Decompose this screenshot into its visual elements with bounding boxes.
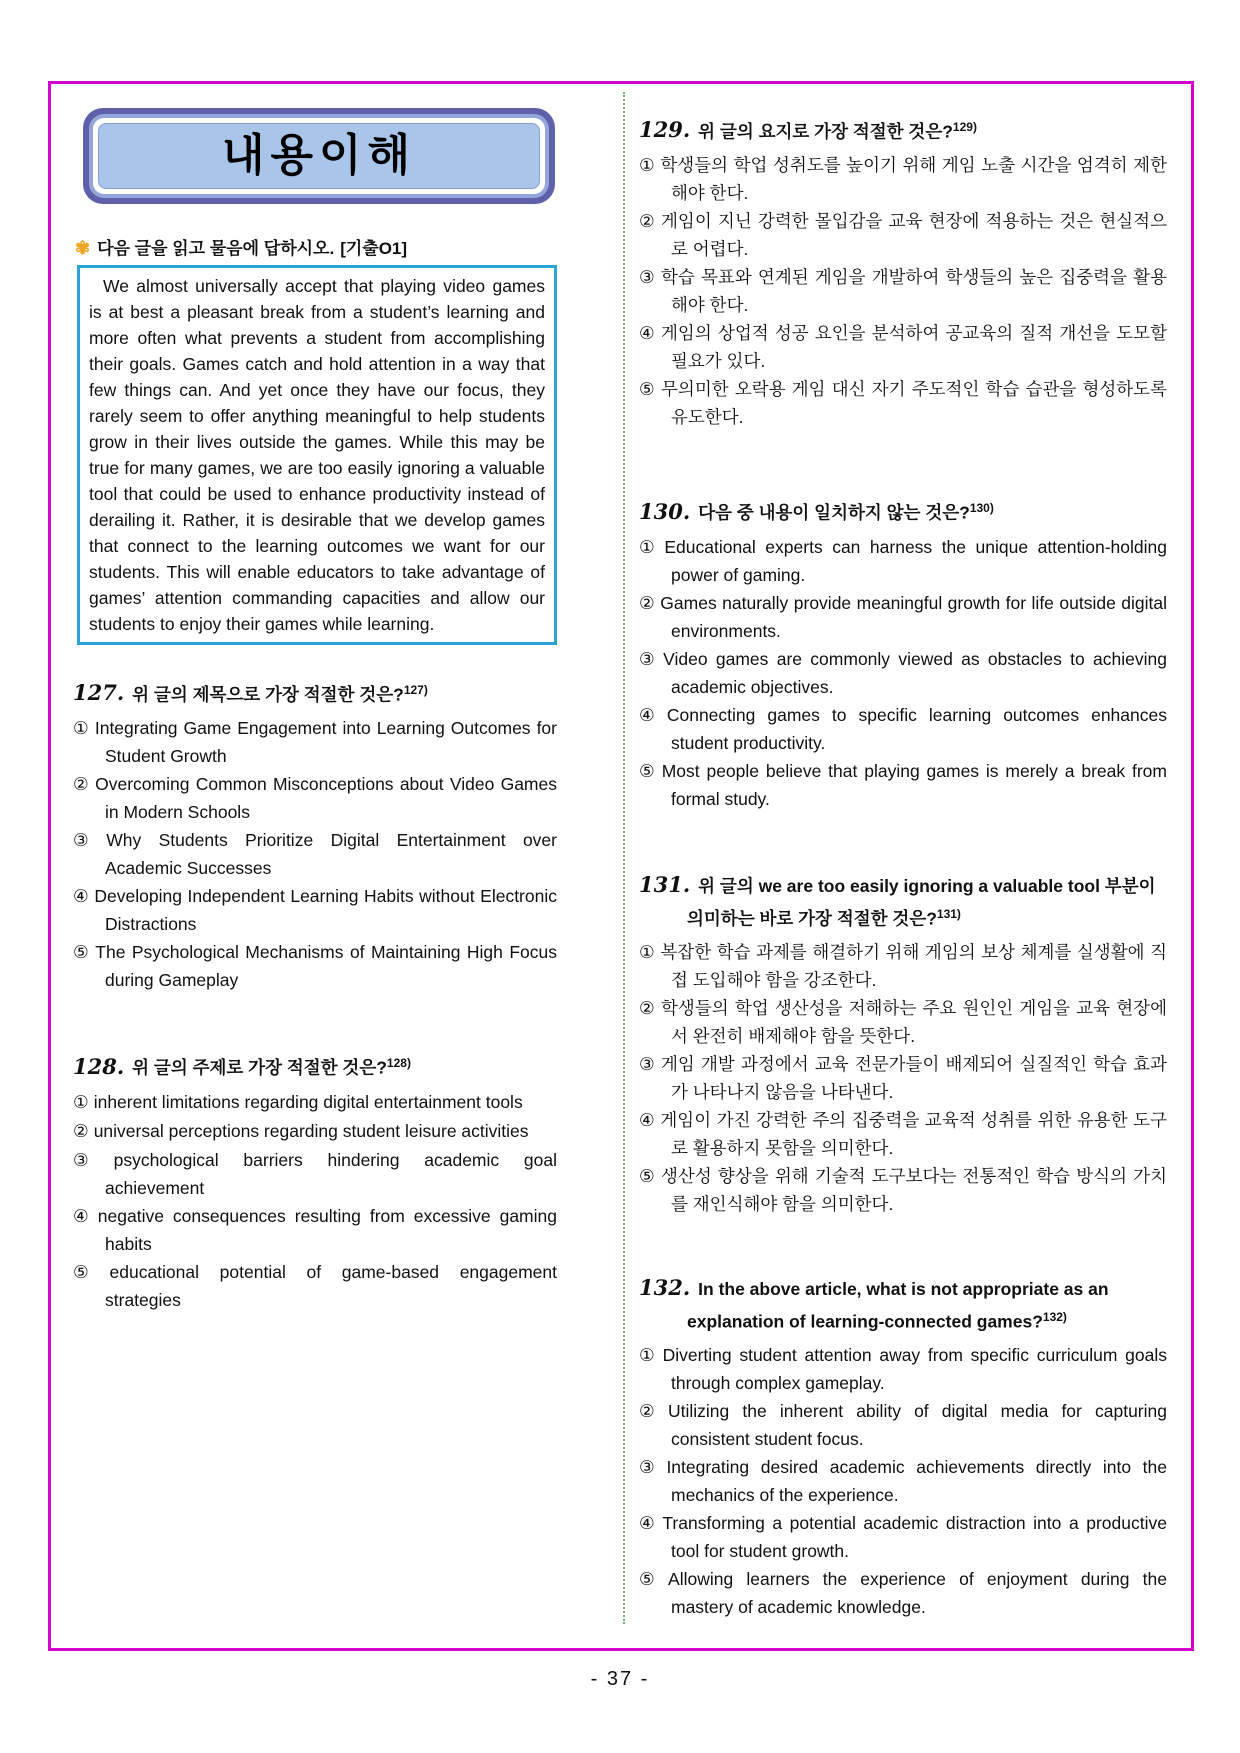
question-131 [639,871,1167,1218]
question-prompt: In the above article, what is not appropriate as an explanation of learning-connected games? [687,1278,1109,1332]
option-text: The Psychological Mechanisms of Maintaining High Focus during Gameplay [95,942,557,991]
option-marker: ① [73,1092,89,1113]
option-2 [639,1398,1167,1453]
option-text: Transforming a potential academic distraction into a productive tool for student growth. [662,1513,1167,1562]
option-text: 게임 개발 과정에서 교육 전문가들이 배제되어 실질적인 학습 효과가 나타나지 않음을 나타낸다. [661,1053,1167,1102]
option-marker: ⑤ [73,943,91,964]
option-1 [639,939,1167,994]
question-number: 130. [639,498,691,524]
option-marker: ⑤ [639,380,657,401]
question-header [639,1274,1167,1336]
question-132 [639,1274,1167,1621]
flower-icon: ✾ [75,238,91,258]
option-marker: ③ [639,1054,657,1075]
question-number: 128. [73,1053,125,1079]
footnote-ref: 130) [969,501,994,516]
option-text: Games naturally provide meaningful growth for life outside digital environments. [660,592,1167,641]
option-5 [73,939,557,994]
footnote-ref: 131) [936,906,961,921]
option-5 [639,376,1167,431]
page-border-frame [48,81,1194,1651]
option-3 [639,646,1167,701]
footnote-ref: 127) [403,683,428,697]
option-marker: ① [639,1346,658,1367]
option-marker: ② [639,1402,663,1423]
question-130 [639,495,1167,812]
footnote-ref: 132) [1042,1309,1067,1324]
source-tag: [기출O1] [340,239,408,258]
option-marker: ② [73,1121,89,1142]
option-marker: ② [639,593,656,614]
option-text: 복잡한 학습 과제를 해결하기 위해 게임의 보상 체계를 실생활에 직접 도입해야 함을 강조한다. [660,941,1167,990]
title-banner [83,108,555,204]
option-2 [73,771,557,826]
option-3 [73,827,557,882]
option-text: Most people believe that playing games is merely a break from formal study. [661,760,1167,809]
option-marker: ⑤ [73,1262,105,1283]
question-prompt: 위 글의 we are too easily ignoring a valuable tool 부분이 의미하는 바로 가장 적절한 것은? [687,875,1156,928]
column-divider [623,92,625,1624]
option-marker: ② [639,998,657,1019]
option-4 [639,702,1167,757]
option-text: universal perceptions regarding student leisure activities [93,1120,529,1141]
option-3 [639,1454,1167,1509]
question-127 [73,677,557,994]
option-4 [73,883,557,938]
option-text: 학생들의 학업 생산성을 저해하는 주요 원인인 게임을 교육 현장에서 완전히 배제해야 함을 뜻한다. [661,997,1167,1046]
question-header [639,114,1167,146]
footnote-ref: 128) [386,1056,411,1071]
page-title: 내용이해 [221,131,416,180]
question-header [73,677,557,709]
option-4 [639,320,1167,375]
option-marker: ⑤ [639,1570,664,1591]
option-1 [639,1342,1167,1397]
option-text: 게임이 가진 강력한 주의 집중력을 교육적 성취를 위한 유용한 도구로 활용하지 못함을 의미한다. [660,1109,1167,1158]
option-2 [639,995,1167,1050]
option-marker: ③ [73,1150,109,1171]
footnote-ref: 129) [952,120,977,134]
option-text: inherent limitations regarding digital entertainment tools [93,1091,523,1112]
question-128 [73,1050,557,1313]
option-text: Utilizing the inherent ability of digital media for capturing consistent student focus. [667,1401,1167,1450]
option-1 [639,534,1167,589]
option-marker: ④ [639,1110,656,1131]
option-marker: ③ [639,268,657,289]
option-text: Integrating Game Engagement into Learning Outcomes for Student Growth [94,718,557,767]
passage-box [77,265,557,645]
question-header [73,1050,557,1082]
option-2 [639,590,1167,645]
option-marker: ② [639,212,657,233]
question-prompt: 위 글의 제목으로 가장 적절한 것은? [132,684,404,705]
option-marker: ⑤ [639,1166,657,1187]
question-prompt: 위 글의 요지로 가장 적절한 것은? [698,121,953,142]
option-text: Developing Independent Learning Habits without Electronic Distractions [94,886,557,935]
option-text: Connecting games to specific learning outcomes enhances student productivity. [666,704,1167,753]
question-number: 132. [639,1274,691,1300]
page-number: - 37 - [590,1668,650,1690]
instruction-text: 다음 글을 읽고 물음에 답하시오. [97,239,335,258]
option-text: Diverting student attention away from specific curriculum goals through complex gameplay. [662,1345,1167,1394]
option-2 [73,1118,557,1146]
option-4 [639,1107,1167,1162]
option-marker: ① [639,942,656,963]
instruction-row [75,236,557,261]
option-1 [73,715,557,770]
option-3 [639,1051,1167,1106]
option-3 [73,1147,557,1202]
left-column [73,84,557,1315]
option-marker: ① [639,537,660,558]
option-2 [639,208,1167,263]
question-prompt: 다음 중 내용이 일치하지 않는 것은? [698,502,970,523]
question-header [639,495,1167,527]
option-5 [73,1259,557,1314]
option-text: negative consequences resulting from excessive gaming habits [97,1205,557,1254]
option-1 [73,1089,557,1117]
option-text: Integrating desired academic achievements directly into the mechanics of the experience. [666,1457,1167,1506]
option-text: Overcoming Common Misconceptions about Video Games in Modern Schools [95,774,557,823]
option-text: educational potential of game-based engagement strategies [105,1261,557,1310]
option-text: Why Students Prioritize Digital Entertainment over Academic Successes [105,830,557,879]
option-4 [73,1203,557,1258]
question-number: 127. [73,680,125,706]
option-marker: ③ [639,1458,662,1479]
option-text: 생산성 향상을 위해 기술적 도구보다는 전통적인 학습 방식의 가치를 재인식해야 함을 의미한다. [661,1165,1167,1214]
option-text: Allowing learners the experience of enjoyment during the mastery of academic knowledge. [668,1569,1167,1618]
option-text: 무의미한 오락용 게임 대신 자기 주도적인 학습 습관을 형성하도록 유도한다. [661,379,1167,428]
option-text: 학생들의 학업 성취도를 높이기 위해 게임 노출 시간을 엄격히 제한해야 한다. [660,155,1167,204]
option-marker: ④ [639,1514,658,1535]
option-text: Video games are commonly viewed as obstacles to achieving academic objectives. [663,648,1167,697]
option-marker: ③ [73,831,102,852]
passage-text: We almost universally accept that playing video games is at best a pleasant break from a student’s learning and more often what prevents a student from accomplishing their goals. Games catch and hold attention in a way that few things can. And yet once they have our focus, they rarely seem to offer anything meaningful to help students grow in their lives outside the games. While this may be true for many games, we are too easily ignoring a valuable tool that could be used to enhance productivity instead of derailing it. Rather, it is desirable that we develop games that connect to the learning outcomes we want for our students. This will enable educators to take advantage of games’ attention commanding capacities and allow our students to enjoy their games while learning. [89,276,545,634]
question-number: 131. [639,871,691,897]
option-marker: ① [639,156,656,177]
option-marker: ⑤ [639,761,657,782]
option-5 [639,758,1167,813]
option-4 [639,1510,1167,1565]
option-marker: ④ [73,1206,93,1227]
option-3 [639,264,1167,319]
question-number: 129. [639,117,691,143]
option-text: 학습 목표와 연계된 게임을 개발하여 학생들의 높은 집중력을 활용해야 한다. [661,267,1167,316]
option-marker: ① [73,719,90,740]
option-text: 게임이 지닌 강력한 몰입감을 교육 현장에 적용하는 것은 현실적으로 어렵다. [661,211,1167,260]
question-prompt: 위 글의 주제로 가장 적절한 것은? [132,1057,387,1078]
option-5 [639,1566,1167,1621]
option-1 [639,152,1167,207]
option-text: Educational experts can harness the unique attention-holding power of gaming. [664,536,1167,585]
option-5 [639,1163,1167,1218]
question-129 [639,114,1167,431]
option-marker: ④ [73,887,90,908]
option-marker: ④ [639,324,657,345]
option-marker: ③ [639,649,659,670]
option-marker: ④ [639,705,662,726]
option-text: psychological barriers hindering academic goal achievement [105,1149,557,1198]
right-column [639,84,1167,1622]
question-header [639,871,1167,933]
option-text: 게임의 상업적 성공 요인을 분석하여 공교육의 질적 개선을 도모할 필요가 있다. [661,323,1167,372]
option-marker: ② [73,775,91,796]
